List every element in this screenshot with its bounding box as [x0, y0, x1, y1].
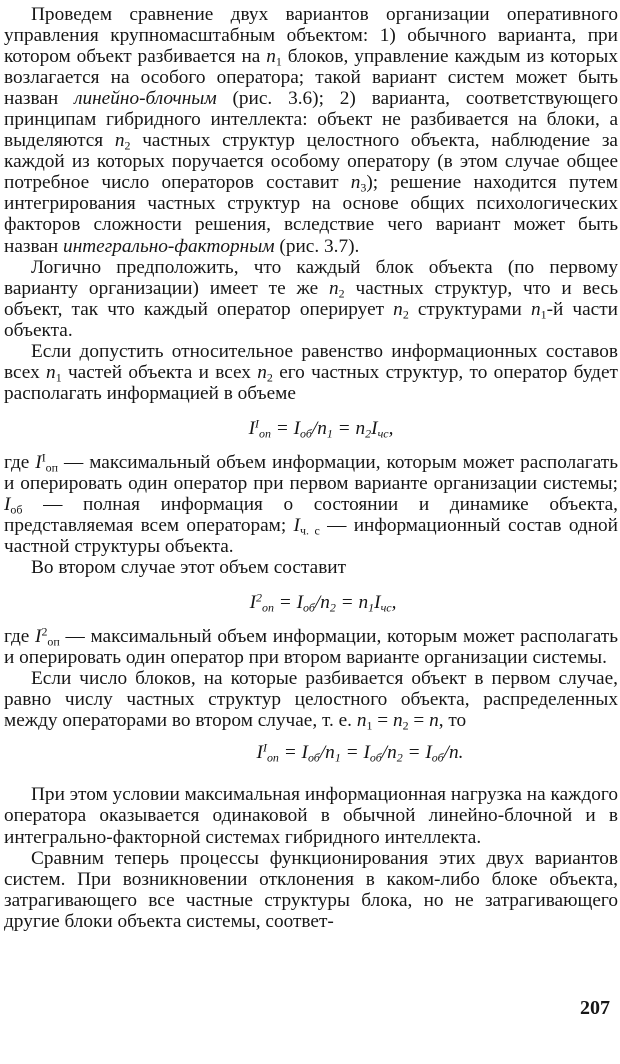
- paragraph-9: Сравним теперь процессы функционирования этих двух вариантов систем. При возникновении отклонения в каком-либо блоке объекта, затрагивающего все частные структуры блока, но не затрагивающего другие блоки объекта системы, соответ-: [4, 847, 618, 932]
- term-integral-factor: интегрально-факторным: [63, 235, 275, 257]
- paragraph-1: Проведем сравнение двух вариантов организации оперативного управления крупномасштабным объектом: 1) обычного варианта, при котором объект разбивается на $n_1$ блоков, управление каждым из которых возлагается на особого оператора; такой вариант систем может быть назван линейно-блочным (рис. 3.6); 2) варианта, соответствующего принципам гибридного интеллекта: объект не разбивается на блоки, а выделяются $n_2$ частных структур целостного объекта, наблюдение за каждой из которых поручается особому оператору (в этом случае общее потребное число операторов составит $n_3$); решение находится путем интегрирования частных структур на основе общих психологических факторов сложности решения, вследствие чего вариант может быть назван интегрально-факторным (рис. 3.7).: [4, 4, 619, 257]
- formula-2: $I^2_{оп} = I_{об}/n_2 = n_1I_{чс}$,: [249, 590, 397, 615]
- paragraph-7: Если число блоков, на которые разбивается объект в первом случае, равно числу частных структур целостного объекта, распределенных между операторами во втором случае, т. е. $n_1 = n_2 = n$, то: [4, 668, 618, 733]
- paragraph-8: При этом условии максимальная информационная нагрузка на каждого оператора оказывается одинаковой в обычной линейно-блочной и в интегрально-факторной системах гибридного интеллекта.: [4, 784, 618, 848]
- formula-3: $I^I_{оп} = I_{об}/n_1 = I_{об}/n_2 = I_{об}/n$.: [256, 740, 464, 765]
- page-number: 207: [580, 997, 610, 1019]
- paragraph-3: Если допустить относительное равенство информационных составов всех $n_1$ частей объекта и всех $n_2$ его частных структур, то оператор будет располагать информацией в объеме: [4, 340, 618, 404]
- paragraph-6: где $I^2_{оп}$ — максимальный объем информации, которым может располагать и оперировать один оператор при втором варианте организации системы.: [4, 624, 618, 669]
- term-linear-block: линейно-блочным: [74, 88, 217, 110]
- paragraph-5: Во втором случае этот объем составит: [31, 557, 347, 579]
- page-body: [4, 4, 618, 932]
- paragraph-2: Логично предположить, что каждый блок объекта (по первому варианту организации) имеет те же $n_2$ частных структур, что и весь объект, так что каждый оператор оперирует $n_2$ структурами $n_1-й$ части объекта.: [4, 256, 618, 341]
- paragraph-4: где $I^I_{оп}$ — максимальный объем информации, которым может располагать и оперировать один оператор при первом варианте организации системы; $I_{об}$ — полная информация о состоянии и динамике объекта, представляемая всем операторам; $I_{ч. с}$ — информационный состав одной частной структуры объекта.: [4, 450, 618, 558]
- formula-1: $I^I_{оп} = I_{об}/n_1 = n_2I_{чс}$,: [248, 416, 394, 441]
